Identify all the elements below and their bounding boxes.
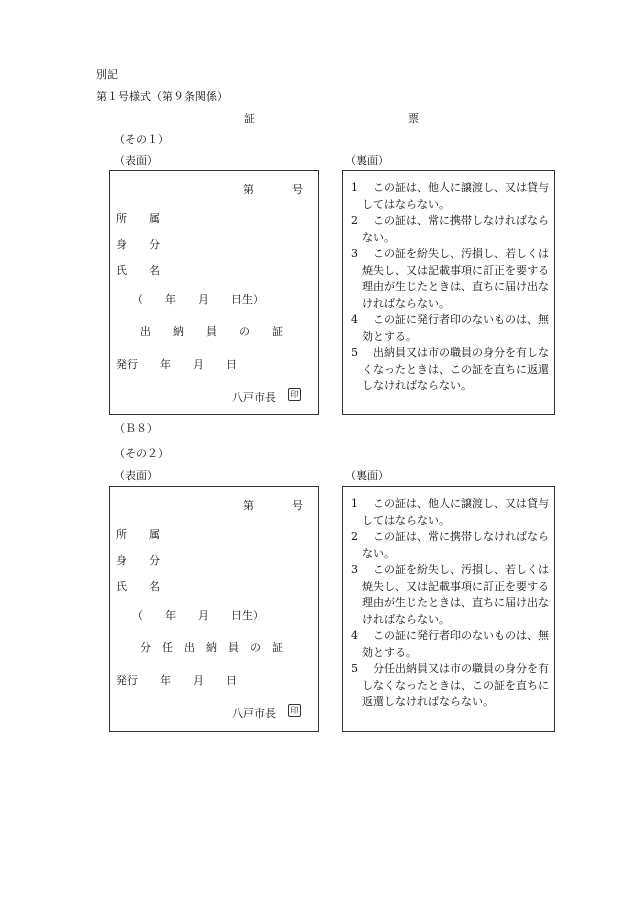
back-item-5 [351, 345, 549, 395]
back-item-text: この証は、常に携帯しなければならない。 [362, 214, 549, 244]
form-title: 第１号様式（第９条関係） [96, 90, 228, 103]
field-shozoku: 所 属 [116, 212, 160, 225]
size-note: （Ｂ８） [114, 422, 158, 435]
back-item-5 [351, 661, 549, 711]
back-item-text: 分任出納員又は市の職員の身分を有しなくなったときは、この証を直ちに返還しなければならない。 [362, 662, 549, 709]
back-item-text: この証は、他人に譲渡し、又は貸与してはならない。 [362, 181, 549, 211]
field-issued: 発行 年 月 日 [116, 358, 237, 371]
number-go: 号 [292, 183, 303, 196]
seal-stamp: 印 [288, 704, 301, 717]
number-go: 号 [292, 499, 303, 512]
card-back-1 [342, 170, 555, 415]
back-item-num: 4 [351, 629, 358, 642]
back-item-text: 出納員又は市の職員の身分を有しなくなったときは、この証を直ちに返還しなければならない。 [362, 346, 549, 393]
doc-title-right: 票 [408, 112, 419, 125]
back-item-num: 2 [351, 530, 358, 543]
part-label-1: （その１） [114, 133, 169, 146]
back-item-text: この証を紛失し、汚損し、若しくは焼失し、又は記載事項に訂正を要する理由が生じたときは、直ちに届け出なければならない。 [362, 563, 549, 626]
back-item-text: この証を紛失し、汚損し、若しくは焼失し、又は記載事項に訂正を要する理由が生じたときは、直ちに届け出なければならない。 [362, 247, 549, 310]
seal-stamp: 印 [288, 388, 301, 401]
back-label-2: （裏面） [345, 469, 389, 482]
back-item-3 [351, 246, 549, 312]
front-label-1: （表面） [114, 154, 158, 167]
issuer-name: 八戸市長 [232, 707, 276, 720]
field-shozoku: 所 属 [116, 528, 160, 541]
field-birth: （ 年 月 日生） [132, 609, 264, 622]
part-label-2: （その２） [114, 447, 169, 460]
back-item-text: この証に発行者印のないものは、無効とする。 [362, 629, 549, 659]
back-item-2 [351, 529, 549, 562]
field-issued: 発行 年 月 日 [116, 674, 237, 687]
back-item-num: 1 [351, 181, 358, 194]
back-item-2 [351, 213, 549, 246]
back-item-text: この証は、常に携帯しなければならない。 [362, 530, 549, 560]
back-item-1 [351, 496, 549, 529]
card-front-2 [109, 486, 319, 732]
appendix-label: 別記 [96, 68, 118, 81]
field-birth: （ 年 月 日生） [132, 293, 264, 306]
back-item-text: この証は、他人に譲渡し、又は貸与してはならない。 [362, 497, 549, 527]
field-shimei: 氏 名 [116, 264, 160, 277]
back-item-num: 1 [351, 497, 358, 510]
field-shimei: 氏 名 [116, 580, 160, 593]
field-mibun: 身 分 [116, 238, 160, 251]
back-item-4 [351, 312, 549, 345]
back-item-num: 5 [351, 346, 358, 359]
card-front-1 [109, 170, 319, 415]
back-item-text: この証に発行者印のないものは、無効とする。 [362, 313, 549, 343]
number-dai: 第 [243, 499, 254, 512]
field-mibun: 身 分 [116, 554, 160, 567]
back-item-num: 5 [351, 662, 358, 675]
card-title-1: 出 納 員 の 証 [140, 325, 283, 338]
back-item-4 [351, 628, 549, 661]
back-item-3 [351, 562, 549, 628]
front-label-2: （表面） [114, 469, 158, 482]
doc-title-left: 証 [244, 112, 255, 125]
back-item-num: 3 [351, 563, 358, 576]
card-title-2: 分 任 出 納 員 の 証 [140, 641, 283, 654]
number-dai: 第 [243, 183, 254, 196]
card-back-2 [342, 486, 555, 732]
back-item-1 [351, 180, 549, 213]
back-label-1: （裏面） [345, 154, 389, 167]
back-item-num: 3 [351, 247, 358, 260]
back-item-num: 2 [351, 214, 358, 227]
issuer-name: 八戸市長 [232, 391, 276, 404]
back-item-num: 4 [351, 313, 358, 326]
